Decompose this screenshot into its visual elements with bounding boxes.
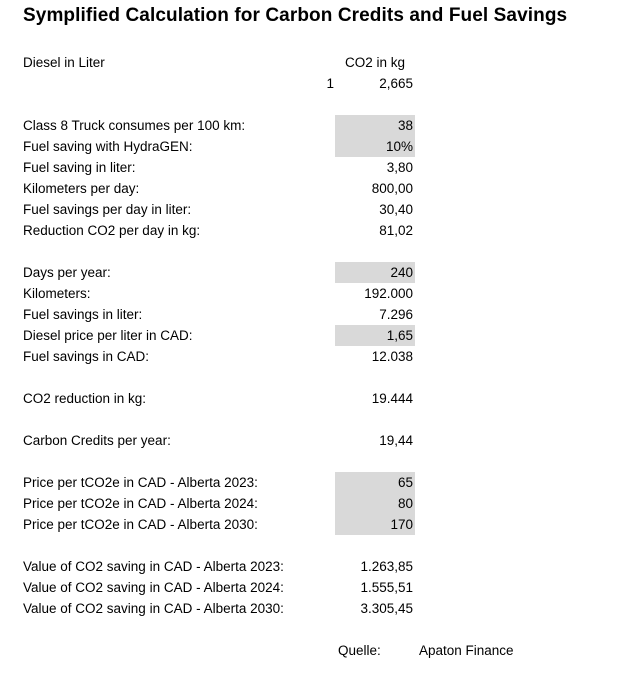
source-label: Quelle:	[338, 643, 381, 658]
liter-value: 1	[326, 76, 334, 91]
table-row	[0, 136, 636, 157]
value-cell: 3.305,45	[360, 601, 413, 616]
row-label: Kilometers:	[23, 286, 91, 301]
row-label: Price per tCO2e in CAD - Alberta 2024:	[23, 496, 258, 511]
row-label: CO2 reduction in kg:	[23, 391, 147, 406]
table-row	[0, 346, 636, 367]
table-row	[0, 283, 636, 304]
sheet-title: Symplified Calculation for Carbon Credits and Fuel Savings	[23, 5, 568, 26]
input-cell[interactable]: 38	[335, 115, 415, 136]
table-row	[0, 577, 636, 598]
value-cell: 3,80	[386, 160, 413, 175]
table-row	[0, 388, 636, 409]
value-cell: 1.555,51	[360, 580, 413, 595]
row-label: Value of CO2 saving in CAD - Alberta 2024:	[23, 580, 284, 595]
table-row	[0, 115, 636, 136]
row-label: Fuel savings in liter:	[23, 307, 143, 322]
table-row	[0, 514, 636, 535]
table-row	[0, 598, 636, 619]
table-row	[0, 178, 636, 199]
conversion-row	[0, 73, 636, 94]
value-cell: 19,44	[379, 433, 413, 448]
table-row	[0, 220, 636, 241]
input-cell[interactable]: 1,65	[335, 325, 415, 346]
value-cell: 12.038	[371, 349, 413, 364]
input-cell[interactable]: 170	[335, 514, 415, 535]
value-cell: 800,00	[371, 181, 413, 196]
value-cell: 7.296	[379, 307, 413, 322]
value-cell: 1.263,85	[360, 559, 413, 574]
source-row	[0, 640, 636, 661]
value-cell: 19.444	[371, 391, 413, 406]
co2-value: 2,665	[379, 76, 413, 91]
row-label: Reduction CO2 per day in kg:	[23, 223, 201, 238]
table-row	[0, 304, 636, 325]
row-label: Carbon Credits per year:	[23, 433, 171, 448]
table-row	[0, 493, 636, 514]
row-label: Value of CO2 saving in CAD - Alberta 2030:	[23, 601, 284, 616]
row-label: Value of CO2 saving in CAD - Alberta 2023:	[23, 559, 284, 574]
table-row	[0, 556, 636, 577]
table-row	[0, 472, 636, 493]
row-label: Diesel price per liter in CAD:	[23, 328, 193, 343]
source-value: Apaton Finance	[419, 643, 514, 658]
row-label: Price per tCO2e in CAD - Alberta 2023:	[23, 475, 258, 490]
table-row	[0, 199, 636, 220]
input-cell[interactable]: 65	[335, 472, 415, 493]
input-cell[interactable]: 240	[335, 262, 415, 283]
row-label: Days per year:	[23, 265, 111, 280]
table-row	[0, 430, 636, 451]
co2-header: CO2 in kg	[344, 55, 406, 70]
header-row	[0, 52, 636, 73]
input-cell[interactable]: 80	[335, 493, 415, 514]
input-cell[interactable]: 10%	[335, 136, 415, 157]
table-row	[0, 157, 636, 178]
row-label: Fuel savings in CAD:	[23, 349, 150, 364]
row-label: Price per tCO2e in CAD - Alberta 2030:	[23, 517, 258, 532]
table-row	[0, 262, 636, 283]
row-label: Fuel saving with HydraGEN:	[23, 139, 193, 154]
value-cell: 192.000	[364, 286, 413, 301]
row-label: Class 8 Truck consumes per 100 km:	[23, 118, 246, 133]
row-label: Fuel savings per day in liter:	[23, 202, 192, 217]
value-cell: 30,40	[379, 202, 413, 217]
row-label: Fuel saving in liter:	[23, 160, 136, 175]
value-cell: 81,02	[379, 223, 413, 238]
diesel-header: Diesel in Liter	[23, 55, 105, 70]
table-row	[0, 325, 636, 346]
row-label: Kilometers per day:	[23, 181, 140, 196]
